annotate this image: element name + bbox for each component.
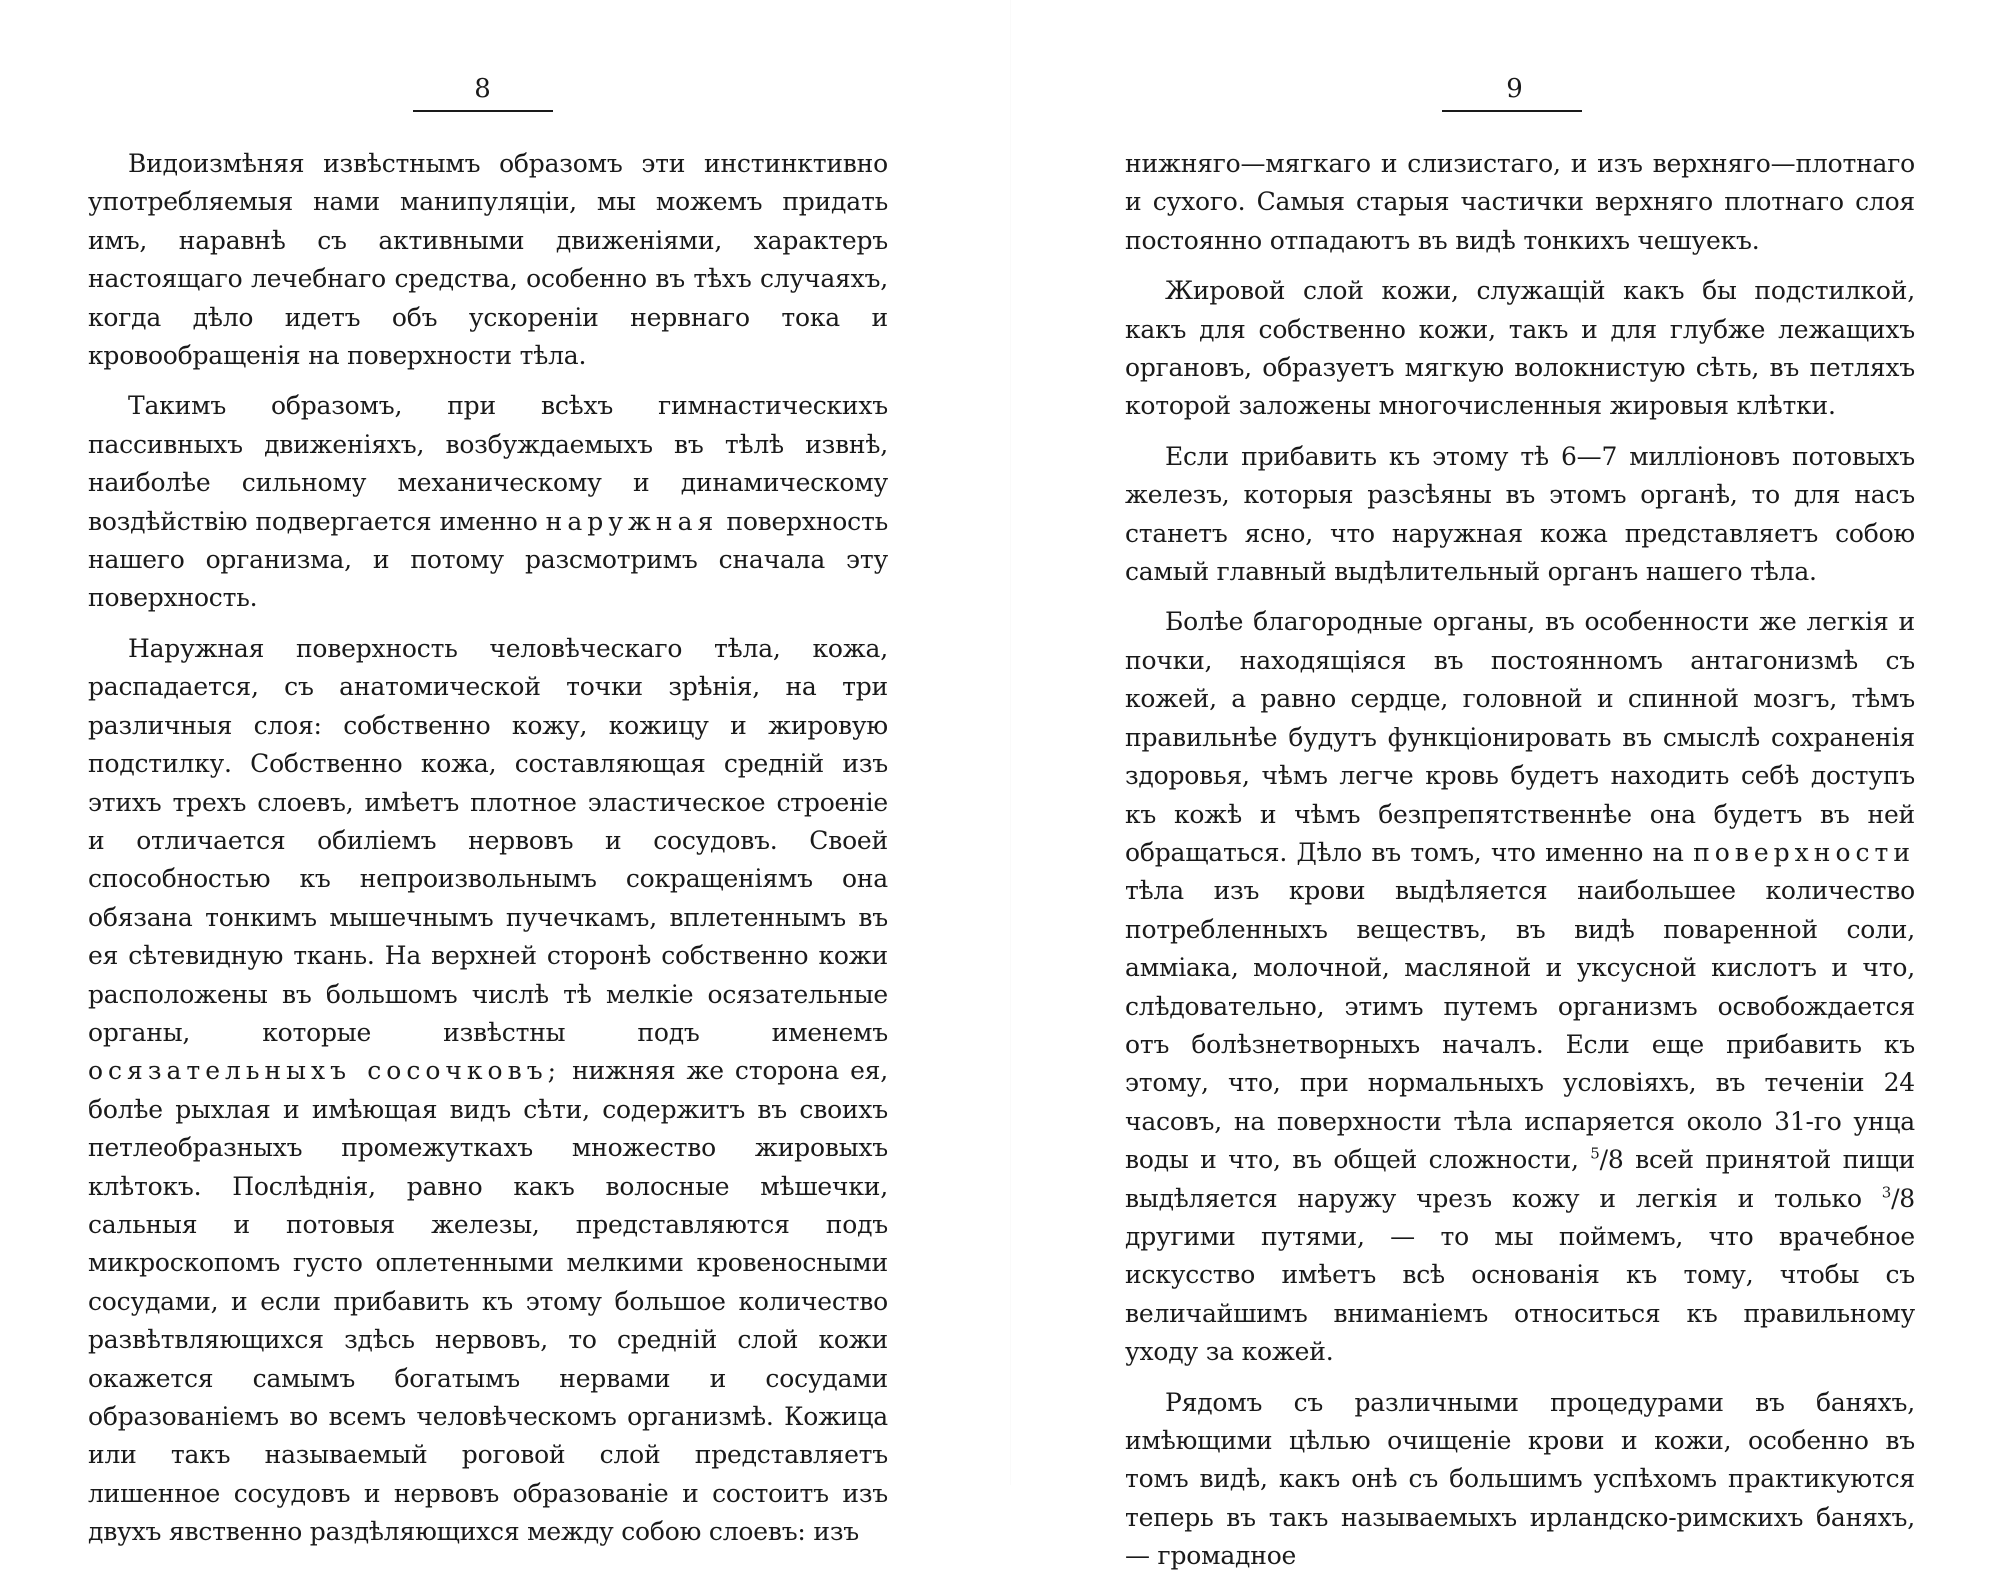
left-page-body	[88, 145, 888, 1564]
right-page	[1125, 0, 1916, 1571]
page-number: 9	[1506, 74, 1524, 104]
paragraph: Рядомъ съ различными процедурами въ баняхъ, имѣющими цѣлью очищеніе крови и кожи, особенно въ томъ видѣ, какъ онѣ съ большимъ успѣхомъ практикуются теперь въ такъ называемыхъ ирландско-римскихъ баняхъ, — громадное	[1125, 1387, 1915, 1571]
paragraph: Видоизмѣняя извѣстнымъ образомъ эти инстинктивно употребляемыя нами манипуляціи, мы можемъ придать имъ, наравнѣ съ активными движеніями, характеръ настоящаго лечебнаго средства, особенно въ тѣхъ случаяхъ, когда дѣло идетъ объ ускореніи нервнаго тока и кровообращенія на поверхности тѣла.	[88, 149, 888, 371]
paragraph: Такимъ образомъ, при всѣхъ гимнастическихъ пассивныхъ движеніяхъ, возбуждаемыхъ въ тѣлѣ извнѣ, наиболѣе сильному механическому и динамическому воздѣйствію подвергается именно наружная поверхность нашего организма, и потому разсмотримъ сначала эту поверхность.	[88, 391, 889, 613]
left-page	[88, 0, 889, 1547]
header-rule	[1442, 110, 1582, 112]
paragraph: Если прибавить къ этому тѣ 6—7 милліоновъ потовыхъ железъ, которыя разсѣяны въ этомъ органѣ, то для насъ станетъ ясно, что наружная кожа представляетъ собою самый главный выдѣлительный органъ нашего тѣла.	[1125, 441, 1915, 587]
left-page-header	[88, 72, 888, 122]
emphasized-term: осязательныхъ сосочковъ;	[88, 1056, 562, 1086]
paragraph: Болѣе благородные органы, въ особенности же легкія и почки, находящіяся въ постоянномъ антагонизмѣ съ кожей, а равно сердце, головной и спинной мозгъ, тѣмъ правильнѣе будутъ функціонировать въ смыслѣ сохраненія здоровья, чѣмъ легче кровь будетъ находить себѣ доступъ къ кожѣ и чѣмъ безпрепятственнѣе она будетъ въ ней обращаться. Дѣло въ томъ, что именно на поверхности тѣла изъ крови выдѣляется наибольшее количество потребленныхъ веществъ, въ видѣ поваренной соли, амміака, молочной, масляной и уксусной кислотъ и что, слѣдовательно, этимъ путемъ организмъ освобождается отъ болѣзнетворныхъ началъ. Если еще прибавить къ этому, что, при нормальныхъ условіяхъ, въ теченіи 24 часовъ, на поверхности тѣла испаряется около 31-го унца воды и что, въ общей сложности, $^5$/8 всей принятой пищи выдѣляется наружу чрезъ кожу и легкія и только $^3$/8 другими путями, — то мы поймемъ, что врачебное искусство имѣетъ всѣ основанія къ тому, чтобы съ величайшимъ вниманіемъ относиться къ правильному уходу за кожей.	[1125, 607, 1916, 1367]
right-page-header	[1125, 72, 1915, 122]
emphasized-word: наружная	[545, 506, 719, 536]
paragraph: нижняго—мягкаго и слизистаго, и изъ верхняго—плотнаго и сухого. Самыя старыя частички верхняго плотнаго слоя постоянно отпадаютъ въ видѣ тонкихъ чешуекъ.	[1125, 149, 1915, 255]
paragraph: Жировой слой кожи, служащій какъ бы подстилкой, какъ для собственно кожи, такъ и для глубже лежащихъ органовъ, образуетъ мягкую волокнистую сѣть, въ петляхъ которой заложены многочисленныя жировыя клѣтки.	[1125, 276, 1915, 421]
gutter	[1010, 0, 1011, 1485]
right-page-body	[1125, 145, 1915, 1588]
fraction-numerator: 3	[1881, 1183, 1892, 1202]
emphasized-word: поверхности	[1693, 837, 1915, 867]
fraction-numerator: 5	[1590, 1144, 1600, 1163]
header-rule	[413, 110, 553, 112]
page-number: 8	[474, 74, 492, 104]
paragraph: Наружная поверхность человѣческаго тѣла, кожа, распадается, съ анатомической точки зрѣнія, на три различныя слоя: собственно кожу, кожицу и жировую подстилку. Собственно кожа, составляющая средній изъ этихъ трехъ слоевъ, имѣетъ плотное эластическое строеніе и отличается обиліемъ нервовъ и сосудовъ. Своей способностью къ непроизвольнымъ сокращеніямъ она обязана тонкимъ мышечнымъ пучечкамъ, вплетеннымъ въ ея сѣтевидную ткань. На верхней сторонѣ собственно кожи расположены въ большомъ числѣ тѣ мелкіе осязательные органы, которые извѣстны подъ именемъ осязательныхъ сосочковъ; нижняя же сторона ея, болѣе рыхлая и имѣющая видъ сѣти, содержитъ въ своихъ петлеобразныхъ промежуткахъ множество жировыхъ клѣтокъ. Послѣднія, равно какъ волосные мѣшечки, сальныя и потовыя железы, представляются подъ микроскопомъ густо оплетенными мелкими кровеносными сосудами, и если прибавить къ этому большое количество развѣтвляющихся здѣсь нервовъ, то средній слой кожи окажется самымъ богатымъ нервами и сосудами образованіемъ во всемъ человѣческомъ организмѣ. Кожица или такъ называемый роговой слой представляетъ лишенное сосудовъ и нервовъ образованіе и состоитъ изъ двухъ явственно раздѣляющихся между собою слоевъ: изъ	[88, 633, 889, 1547]
